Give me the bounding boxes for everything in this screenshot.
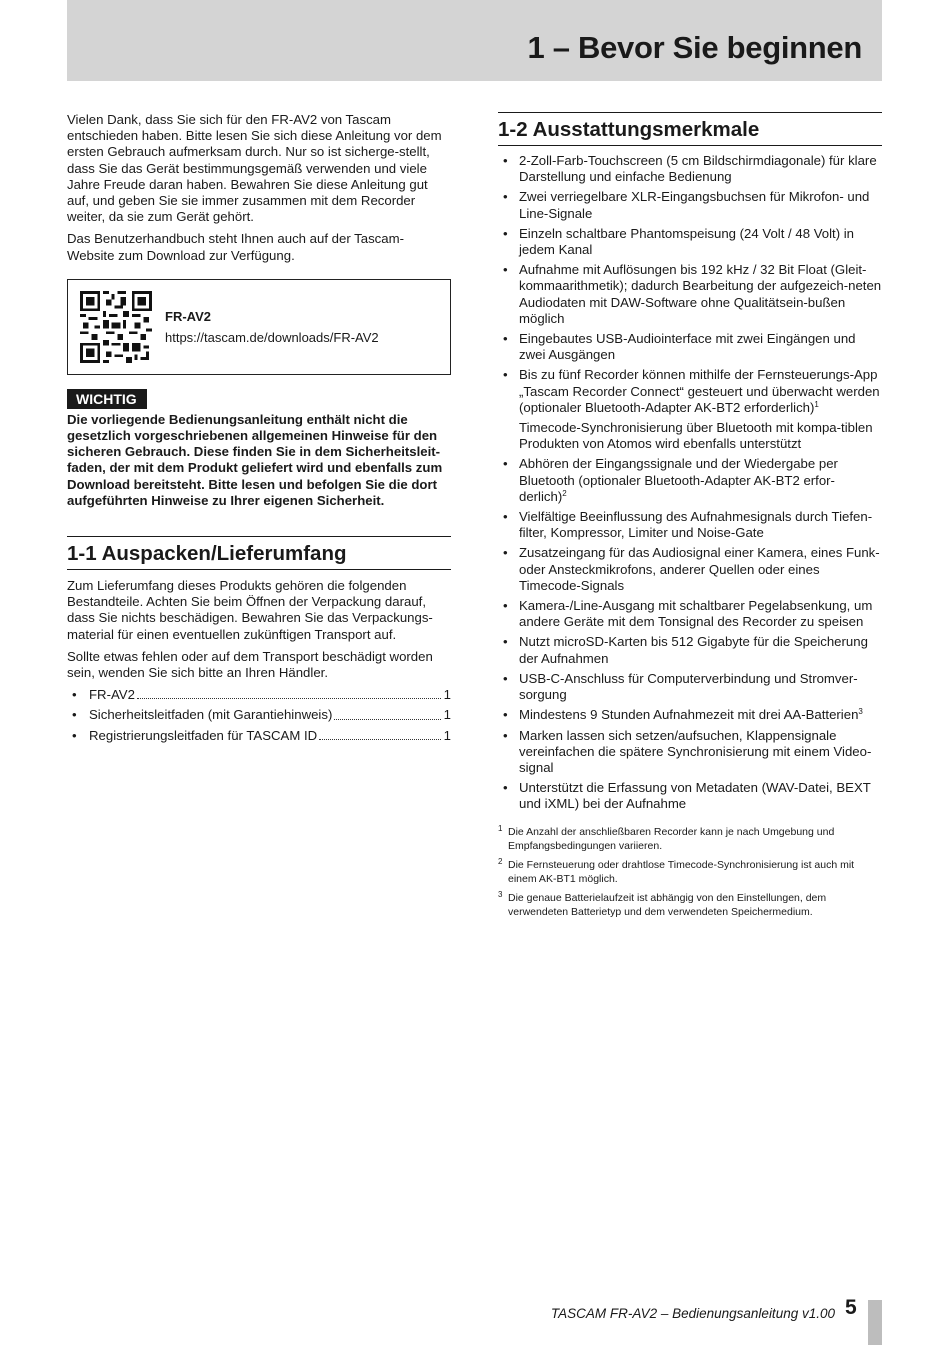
footer-text: TASCAM FR-AV2 – Bedienungsanleitung v1.00: [550, 1306, 835, 1321]
list-item: • Nutzt microSD-Karten bis 512 Gigabyte für die Speicherung der Aufnahmen: [503, 634, 868, 666]
list-item: • 2-Zoll-Farb-Touchscreen (5 cm Bildschirmdiagonale) für klare Darstellung und einfache Bedienung: [503, 153, 877, 185]
qr-box-title: FR-AV2: [165, 308, 211, 324]
qr-code-icon: [80, 291, 152, 363]
list-item: • Einzeln schaltbare Phantomspeisung (24 Volt / 48 Volt) in jedem Kanal: [503, 225, 855, 258]
list-item: • Kamera-/Line-Ausgang mit schaltbarer Pegelabsenkung, um andere Geräte mit dem Tonsignal des Recorder zu speisen: [503, 598, 873, 630]
footnote-ref: 1: [814, 399, 819, 409]
footnote: 2 Die Fernsteuerung oder drahtlose Timecode-Synchronisierung ist auch mit einem AK-BT1 möglich.: [498, 856, 855, 885]
chapter-title: 1 – Bevor Sie beginnen: [527, 30, 862, 65]
list-item: • Aufnahme mit Auflösungen bis 192 kHz / 32 Bit Float (Gleit-kommaarithmetik); dadurch Bearbeitung der aufgezeich-neten Audiodaten mit DAW-Software ohne Qualitätsein-bußen möglich: [503, 262, 882, 326]
list-item: • Vielfältige Beeinflussung des Aufnahmesignals durch Tiefen-filter, Kompressor, Limiter und Noise-Gate: [503, 509, 873, 541]
important-notice: Die vorliegende Bedienungsanleitung enthält nicht die gesetzlich vorgeschriebenen allgemeinen Hinweise für den sicheren Gebrauch. Diese finden Sie in dem Sicherheitsleit-faden, der mit dem Produkt geliefert wird und ebenfalls zum Download bereitsteht. Bitte lesen und befolgen Sie die dort aufgeführten Hinweise zu Ihrer eigenen Sicherheit.: [67, 411, 443, 508]
footnotes: [498, 825, 882, 919]
page-number: 5: [845, 1296, 857, 1319]
list-item: • Marken lassen sich setzen/aufsuchen, Klappensignale vereinfachen die spätere Synchronisierung mit einem Video-signal: [503, 727, 872, 775]
download-info-box: [67, 279, 451, 375]
list-item: • FR-AV2 1: [72, 687, 451, 703]
list-item: • Unterstützt die Erfassung von Metadaten (WAV-Datei, BEXT und iXML) bei der Aufnahme: [503, 780, 871, 812]
list-item: • Zusatzeingang für das Audiosignal einer Kamera, eines Funk- oder Ansteckmikrofons, anderer Quellen oder eines Timecode-Signals: [503, 545, 880, 593]
list-item: • Bis zu fünf Recorder können mithilfe der Fernsteuerungs-App „Tascam Recorder Connect“ gesteuert und überwacht werden (optionaler Bluetooth-Adapter AK-BT2 erforderlich)$^1$: [503, 367, 880, 415]
important-badge: WICHTIG: [67, 389, 147, 409]
list-item: • Eingebautes USB-Audiointerface mit zwei Eingängen und zwei Ausgängen: [503, 331, 856, 363]
footnote: 3 Die genaue Batterielaufzeit ist abhängig von den Einstellungen, dem verwendeten Batterietyp und dem verwendeten Speichermedium.: [498, 889, 827, 918]
left-column: [67, 112, 451, 748]
footnote-ref: 3: [858, 707, 863, 717]
section-title-unpacking: 1-1 Auspacken/Lieferumfang: [67, 536, 451, 570]
list-item: • Abhören der Eingangssignale und der Wiedergabe per Bluetooth (optionaler Bluetooth-Adapter AK-BT2 erfor-derlich)$^2$: [503, 456, 838, 504]
unpack-paragraph-1: Zum Lieferumfang dieses Produkts gehören die folgenden Bestandteile. Achten Sie beim Öffnen der Verpackung darauf, dass Sie nichts beschädigen. Bewahren Sie das Verpackungs-material für einen eventuellen zukünftigen Transport auf.: [67, 578, 433, 642]
features-list: [498, 153, 882, 813]
footnote-ref: 2: [562, 488, 567, 498]
right-column: [498, 112, 882, 924]
intro-paragraph-2: Das Benutzerhandbuch steht Ihnen auch auf der Tascam-Website zum Download zur Verfügung.: [67, 231, 404, 263]
chapter-header: [67, 0, 882, 81]
section-title-features: 1-2 Ausstattungsmerkmale: [498, 112, 882, 146]
package-contents-list: [67, 687, 451, 744]
unpack-paragraph-2: Sollte etwas fehlen oder auf dem Transport beschädigt worden sein, wenden Sie sich bitte an Ihren Händler.: [67, 648, 433, 681]
list-item: • Registrierungsleitfaden für TASCAM ID 1: [72, 727, 451, 743]
list-item-continuation: Timecode-Synchronisierung über Bluetooth mit kompa-tiblen Produkten von Atomos wird ebenfalls unterstützt: [519, 420, 873, 452]
list-item: • Sicherheitsleitfaden (mit Garantiehinweis) 1: [72, 707, 451, 723]
list-item: • Mindestens 9 Stunden Aufnahmezeit mit drei AA-Batterien$^3$: [503, 707, 863, 723]
list-item: • Zwei verriegelbare XLR-Eingangsbuchsen für Mikrofon- und Line-Signale: [503, 189, 870, 221]
list-item: • USB-C-Anschluss für Computerverbindung und Stromver-sorgung: [503, 670, 858, 703]
page-tab-marker: [868, 1300, 882, 1345]
download-url: https://tascam.de/downloads/FR-AV2: [165, 329, 379, 345]
intro-paragraph-1: Vielen Dank, dass Sie sich für den FR-AV2 von Tascam entschieden haben. Bitte lesen Sie sich diese Anleitung vor dem ersten Gebrauch aufmerksam durch. Nur so ist sicherge-stellt, dass Sie das Gerät bestimmungsgemäß verwenden und viele Jahre Freude daran haben. Bewahren Sie diese Anleitung gut auf, und geben Sie sie immer zusammen mit dem Recorder weiter, da sie zum Gerät gehört.: [67, 112, 442, 225]
footnote: 1 Die Anzahl der anschließbaren Recorder kann je nach Umgebung und Empfangsbedingungen variieren.: [498, 823, 835, 852]
